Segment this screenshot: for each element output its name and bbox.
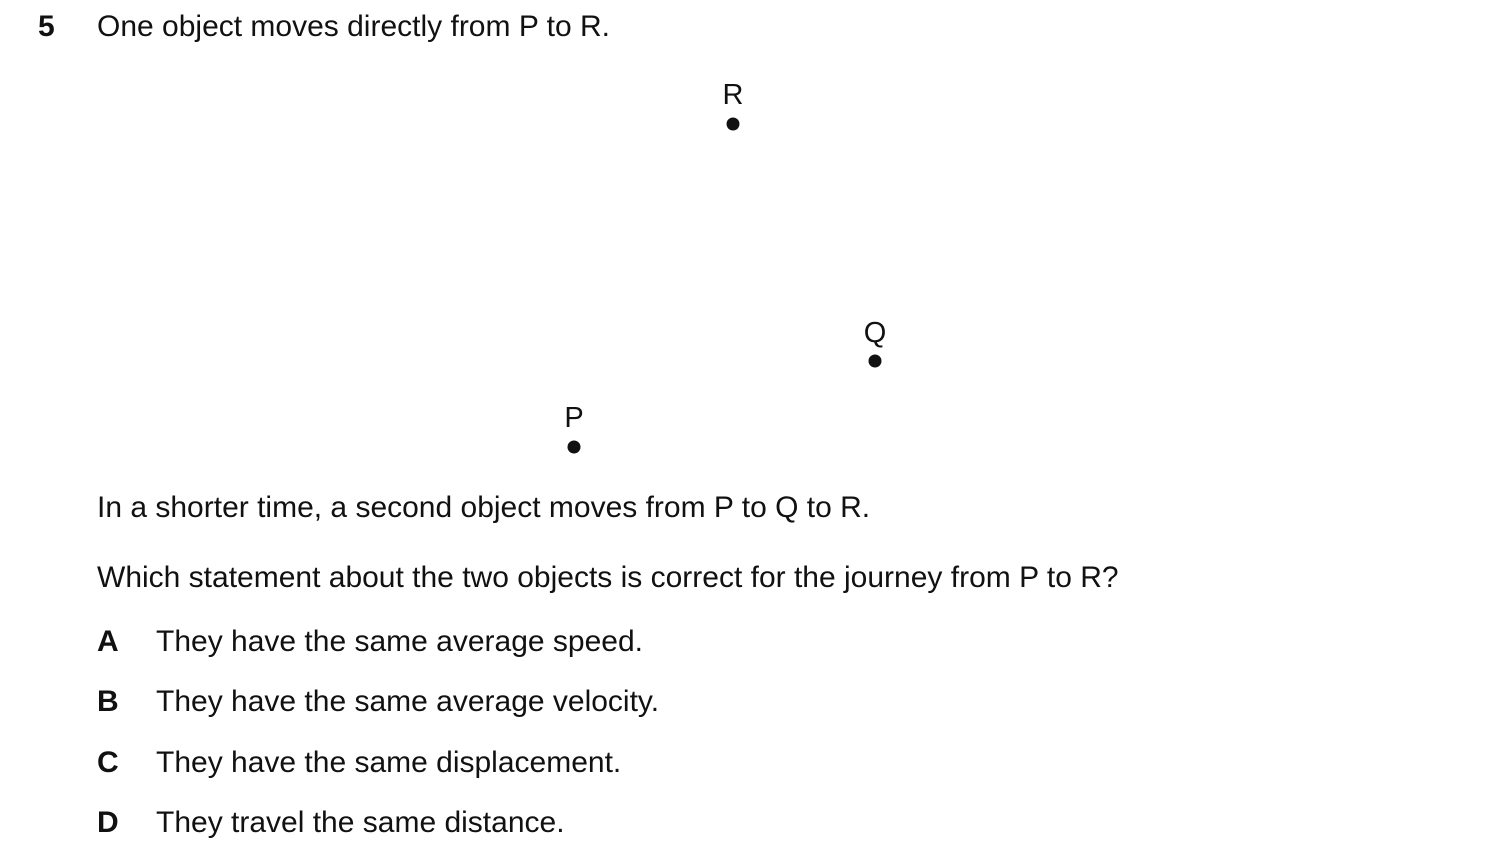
- point-p-dot: [568, 441, 581, 454]
- question-number: 5: [38, 10, 55, 43]
- point-r-label: R: [722, 79, 744, 111]
- option-b-letter: B: [97, 685, 119, 718]
- point-q-dot: [869, 355, 882, 368]
- option-d-text: They travel the same distance.: [156, 806, 565, 839]
- option-a-letter: A: [97, 625, 119, 658]
- point-q-label: Q: [863, 317, 887, 349]
- point-r-dot: [727, 118, 740, 131]
- question-stem: One object moves directly from P to R.: [97, 10, 610, 43]
- point-p: [564, 402, 583, 454]
- question-followup: In a shorter time, a second object moves from P to Q to R.: [97, 491, 871, 524]
- option-c-text: They have the same displacement.: [156, 746, 622, 779]
- point-r: [723, 79, 744, 131]
- point-p-label: P: [564, 402, 584, 434]
- option-b-text: They have the same average velocity.: [156, 685, 660, 718]
- point-q: [864, 317, 887, 368]
- option-a-text: They have the same average speed.: [156, 625, 643, 658]
- question-prompt: Which statement about the two objects is correct for the journey from P to R?: [97, 561, 1119, 594]
- option-c-letter: C: [97, 746, 119, 779]
- option-d-letter: D: [97, 806, 119, 839]
